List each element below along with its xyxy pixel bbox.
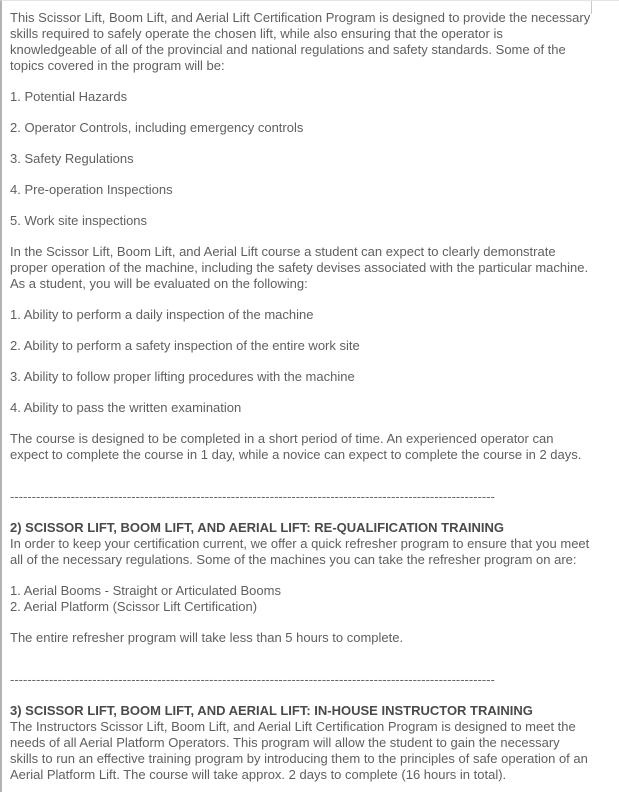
topic-item-3: 3. Safety Regulations	[10, 151, 134, 166]
article	[2, 1, 619, 783]
topic-item-2: 2. Operator Controls, including emergency controls	[10, 120, 304, 135]
evaluation-intro-paragraph: In the Scissor Lift, Boom Lift, and Aerial Lift course a student can expect to clearly demonstrate proper operation of the machine, including the safety devises associated with the particular machine. As a student, you will be evaluated on the following:	[10, 244, 589, 291]
topic-item-1: 1. Potential Hazards	[10, 89, 128, 104]
topic-item-4: 4. Pre-operation Inspections	[10, 182, 173, 197]
evaluation-item-2: 2. Ability to perform a safety inspection of the entire work site	[10, 338, 360, 353]
refresher-duration-paragraph: The entire refresher program will take less than 5 hours to complete.	[10, 630, 404, 645]
evaluation-item-1: 1. Ability to perform a daily inspection of the machine	[10, 307, 314, 322]
machine-item-2: 2. Aerial Platform (Scissor Lift Certification)	[10, 599, 258, 614]
machine-list	[10, 583, 591, 615]
divider-line: ----------------------------------------------------------------------------------------------------------------	[10, 489, 495, 504]
evaluation-item-4: 4. Ability to pass the written examination	[10, 400, 242, 415]
machine-item-1: 1. Aerial Booms - Straight or Articulated Booms	[10, 583, 281, 598]
requalification-heading: 2) SCISSOR LIFT, BOOM LIFT, AND AERIAL LIFT: RE-QUALIFICATION TRAINING	[10, 520, 504, 535]
topic-item-5: 5. Work site inspections	[10, 213, 148, 228]
evaluation-item-3: 3. Ability to follow proper lifting procedures with the machine	[10, 369, 355, 384]
intro-paragraph: This Scissor Lift, Boom Lift, and Aerial Lift Certification Program is designed to provide the necessary skills required to safely operate the chosen lift, while also ensuring that the operator is knowledgeable of all of the provincial and national regulations and safety standards. Some of the topics covered in the program will be:	[10, 10, 591, 73]
section-requalification	[10, 520, 591, 568]
section-instructor-training	[10, 703, 591, 783]
scrollbar-fragment	[591, 1, 592, 14]
course-duration-paragraph: The course is designed to be completed in a short period of time. An experienced operator can expect to complete the course in 1 day, while a novice can expect to complete the course in 2 days.	[10, 431, 582, 462]
divider-line-2: ----------------------------------------------------------------------------------------------------------------	[10, 672, 495, 687]
requalification-body: In order to keep your certification current, we offer a quick refresher program to ensure that you meet all of the necessary regulations. Some of the machines you can take the refresher program on are:	[10, 536, 590, 567]
instructor-training-heading: 3) SCISSOR LIFT, BOOM LIFT, AND AERIAL LIFT: IN-HOUSE INSTRUCTOR TRAINING	[10, 703, 533, 718]
instructor-training-body: The Instructors Scissor Lift, Boom Lift, and Aerial Lift Certification Program is designed to meet the needs of all Aerial Platform Operators. This program will allow the student to gain the necessary skills to run an effective training program by introducing them to the principles of safe operation of an Aerial Platform Lift. The course will take approx. 2 days to complete (16 hours in total).	[10, 719, 588, 782]
